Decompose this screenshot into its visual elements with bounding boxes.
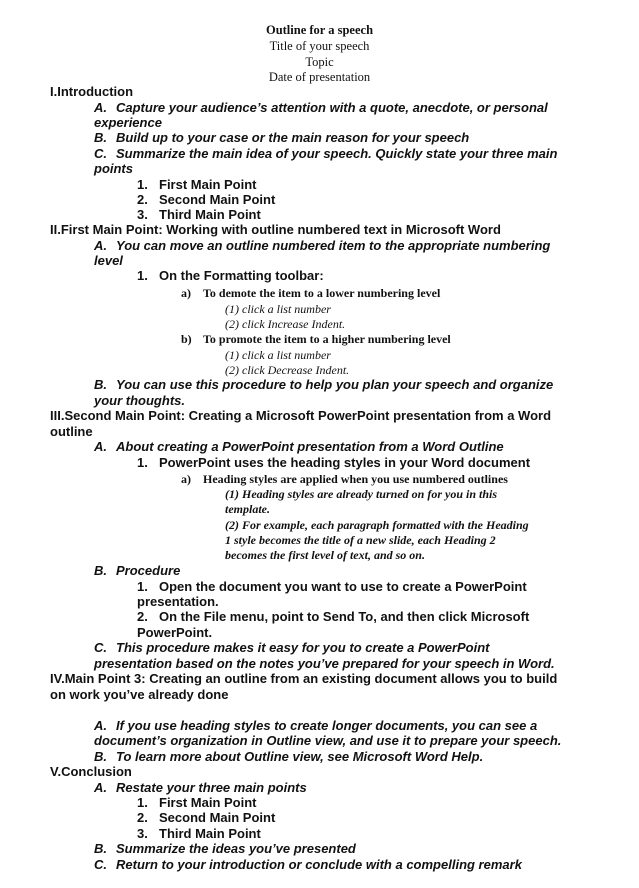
sub-item: (2) For example, each paragraph formatted with the Heading xyxy=(225,518,529,532)
topic: Topic xyxy=(305,55,334,69)
numbered-item: 1. First Main Point xyxy=(137,795,257,810)
outline-item-continued: presentation based on the notes you’ve prepared for your speech in Word. xyxy=(94,656,555,671)
lettered-item: b) To promote the item to a higher numbering level xyxy=(181,332,451,346)
sub-item: (2) click Decrease Indent. xyxy=(225,363,350,377)
outline-item: B. Build up to your case or the main reason for your speech xyxy=(94,130,470,145)
outline-item-continued: points xyxy=(94,161,133,176)
outline-item: A. If you use heading styles to create longer documents, you can see a xyxy=(94,718,538,733)
section-heading-conclusion: V.Conclusion xyxy=(50,764,132,779)
lettered-item: a) Heading styles are applied when you use numbered outlines xyxy=(181,472,508,486)
doc-title: Outline for a speech xyxy=(265,23,374,37)
outline-item: A. About creating a PowerPoint presentation from a Word Outline xyxy=(94,439,504,454)
numbered-item: 1. First Main Point xyxy=(137,177,257,192)
numbered-item: 3. Third Main Point xyxy=(137,207,261,222)
sub-item: (1) Heading styles are already turned on for you in this xyxy=(225,487,498,501)
section-heading-continued: on work you’ve already done xyxy=(50,687,229,702)
outline-item-continued: document’s organization in Outline view, and use it to prepare your speech. xyxy=(94,733,562,748)
numbered-item: 1. On the Formatting toolbar: xyxy=(137,268,324,283)
sub-item-continued: becomes the first level of text, and so on. xyxy=(225,548,425,562)
outline-item: A. Restate your three main points xyxy=(94,780,307,795)
numbered-item-continued: PowerPoint. xyxy=(137,625,213,640)
numbered-item: 2. Second Main Point xyxy=(137,192,276,207)
numbered-item: 1. PowerPoint uses the heading styles in your Word document xyxy=(137,455,531,470)
outline-item: B. Summarize the ideas you’ve presented xyxy=(94,841,356,856)
lettered-item: a) To demote the item to a lower numbering level xyxy=(181,286,441,300)
section-heading-first-main-point: II.First Main Point: Working with outline numbered text in Microsoft Word xyxy=(50,222,501,237)
section-heading-main-point-3: IV.Main Point 3: Creating an outline from an existing document allows you to build xyxy=(50,671,558,686)
sub-item-continued: 1 style becomes the title of a new slide, each Heading 2 xyxy=(225,533,496,547)
outline-item-continued: experience xyxy=(94,115,162,130)
outline-item: C. Summarize the main idea of your speech. Quickly state your three main xyxy=(94,146,558,161)
outline-item: A. Capture your audience’s attention with a quote, anecdote, or personal xyxy=(94,100,548,115)
sub-item: (2) click Increase Indent. xyxy=(225,317,346,331)
section-heading-second-main-point: III.Second Main Point: Creating a Microsoft PowerPoint presentation from a Word xyxy=(50,408,552,423)
numbered-item: 2. Second Main Point xyxy=(137,810,276,825)
sub-item-continued: template. xyxy=(225,502,270,516)
numbered-item-continued: presentation. xyxy=(137,594,219,609)
outline-item-continued: level xyxy=(94,253,123,268)
section-heading-introduction: I.Introduction xyxy=(50,84,134,99)
outline-item: B. To learn more about Outline view, see Microsoft Word Help. xyxy=(94,749,484,764)
presentation-date: Date of presentation xyxy=(268,70,371,84)
outline-item: B. Procedure xyxy=(94,563,181,578)
numbered-item: 2. On the File menu, point to Send To, and then click Microsoft xyxy=(137,609,530,624)
sub-item: (1) click a list number xyxy=(225,348,331,362)
outline-item: B. You can use this procedure to help you plan your speech and organize xyxy=(94,377,554,392)
outline-item-continued: your thoughts. xyxy=(94,393,185,408)
outline-item: A. You can move an outline numbered item to the appropriate numbering xyxy=(94,238,551,253)
outline-item: C. This procedure makes it easy for you to create a PowerPoint xyxy=(94,640,490,655)
outline-item: C. Return to your introduction or conclude with a compelling remark xyxy=(94,857,522,872)
numbered-item: 1. Open the document you want to use to create a PowerPoint xyxy=(137,579,527,594)
numbered-item: 3. Third Main Point xyxy=(137,826,261,841)
section-heading-continued: outline xyxy=(50,424,93,439)
speech-title: Title of your speech xyxy=(269,39,370,53)
sub-item: (1) click a list number xyxy=(225,302,331,316)
